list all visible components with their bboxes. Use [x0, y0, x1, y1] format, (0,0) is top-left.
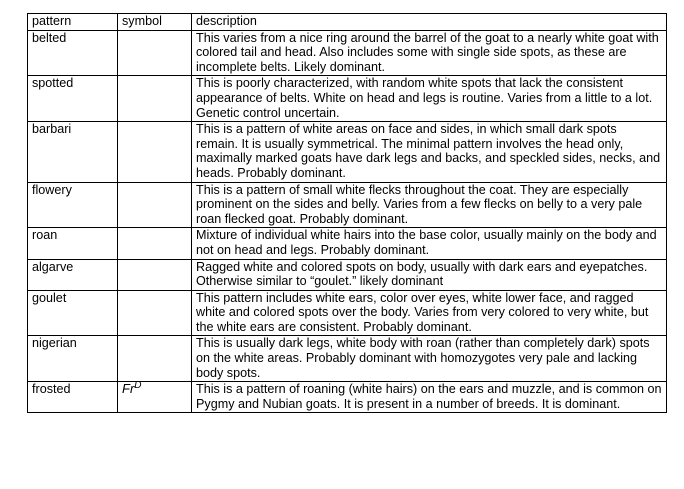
description-cell: This is poorly characterized, with random white spots that lack the consistent appearance of belts. White on head and legs is routine. Varies from a little to a lot. Genetic control uncertain. — [192, 76, 667, 122]
description-cell: Ragged white and colored spots on body, usually with dark ears and eyepatches. Otherwise similar to “goulet.” likely dominant — [192, 259, 667, 290]
pattern-cell: roan — [28, 228, 118, 259]
symbol-superscript: D — [134, 380, 142, 392]
pattern-cell: flowery — [28, 182, 118, 228]
description-cell: This is a pattern of roaning (white hairs) on the ears and muzzle, and is common on Pygmy and Nubian goats. It is present in a number of breeds. It is dominant. — [192, 382, 667, 413]
pattern-cell: barbari — [28, 122, 118, 182]
table-row — [28, 259, 667, 290]
table-row — [28, 182, 667, 228]
description-cell: This is a pattern of small white flecks throughout the coat. They are especially prominent on the sides and belly. Varies from a few flecks on belly to a very pale roan flecked goat. Probably dominant. — [192, 182, 667, 228]
pattern-cell: frosted — [28, 382, 118, 413]
pattern-cell: belted — [28, 30, 118, 76]
goat-pattern-table — [27, 13, 667, 413]
description-cell: Mixture of individual white hairs into the base color, usually mainly on the body and not on head and legs. Probably dominant. — [192, 228, 667, 259]
header-symbol: symbol — [118, 14, 192, 31]
symbol-cell — [118, 382, 192, 413]
symbol-text: Fr — [122, 381, 135, 397]
symbol-cell — [118, 122, 192, 182]
header-description: description — [192, 14, 667, 31]
pattern-cell: algarve — [28, 259, 118, 290]
symbol-cell — [118, 182, 192, 228]
description-cell: This is a pattern of white areas on face and sides, in which small dark spots remain. It is usually symmetrical. The minimal pattern involves the head only, maximally marked goats have dark legs and backs, and speckled sides, necks, and heads. Probably dominant. — [192, 122, 667, 182]
pattern-cell: goulet — [28, 290, 118, 336]
symbol-cell — [118, 290, 192, 336]
table-header-row — [28, 14, 667, 31]
pattern-cell: spotted — [28, 76, 118, 122]
table-row — [28, 290, 667, 336]
description-cell: This is usually dark legs, white body with roan (rather than completely dark) spots on the white areas. Probably dominant with homozygotes very pale and lacking body spots. — [192, 336, 667, 382]
description-cell: This varies from a nice ring around the barrel of the goat to a nearly white goat with colored tail and head. Also includes some with single side spots, as these are incomplete belts. Likely dominant. — [192, 30, 667, 76]
description-cell: This pattern includes white ears, color over eyes, white lower face, and ragged white and colored spots over the body. Varies from very colored to very white, but the white ears are consistent. Probably dominant. — [192, 290, 667, 336]
table-row — [28, 122, 667, 182]
symbol-cell — [118, 76, 192, 122]
table-row — [28, 76, 667, 122]
table-row — [28, 30, 667, 76]
table-row — [28, 336, 667, 382]
pattern-cell: nigerian — [28, 336, 118, 382]
table-row — [28, 228, 667, 259]
symbol-cell — [118, 336, 192, 382]
table-row — [28, 382, 667, 413]
symbol-cell — [118, 259, 192, 290]
header-pattern: pattern — [28, 14, 118, 31]
symbol-cell — [118, 228, 192, 259]
symbol-cell — [118, 30, 192, 76]
